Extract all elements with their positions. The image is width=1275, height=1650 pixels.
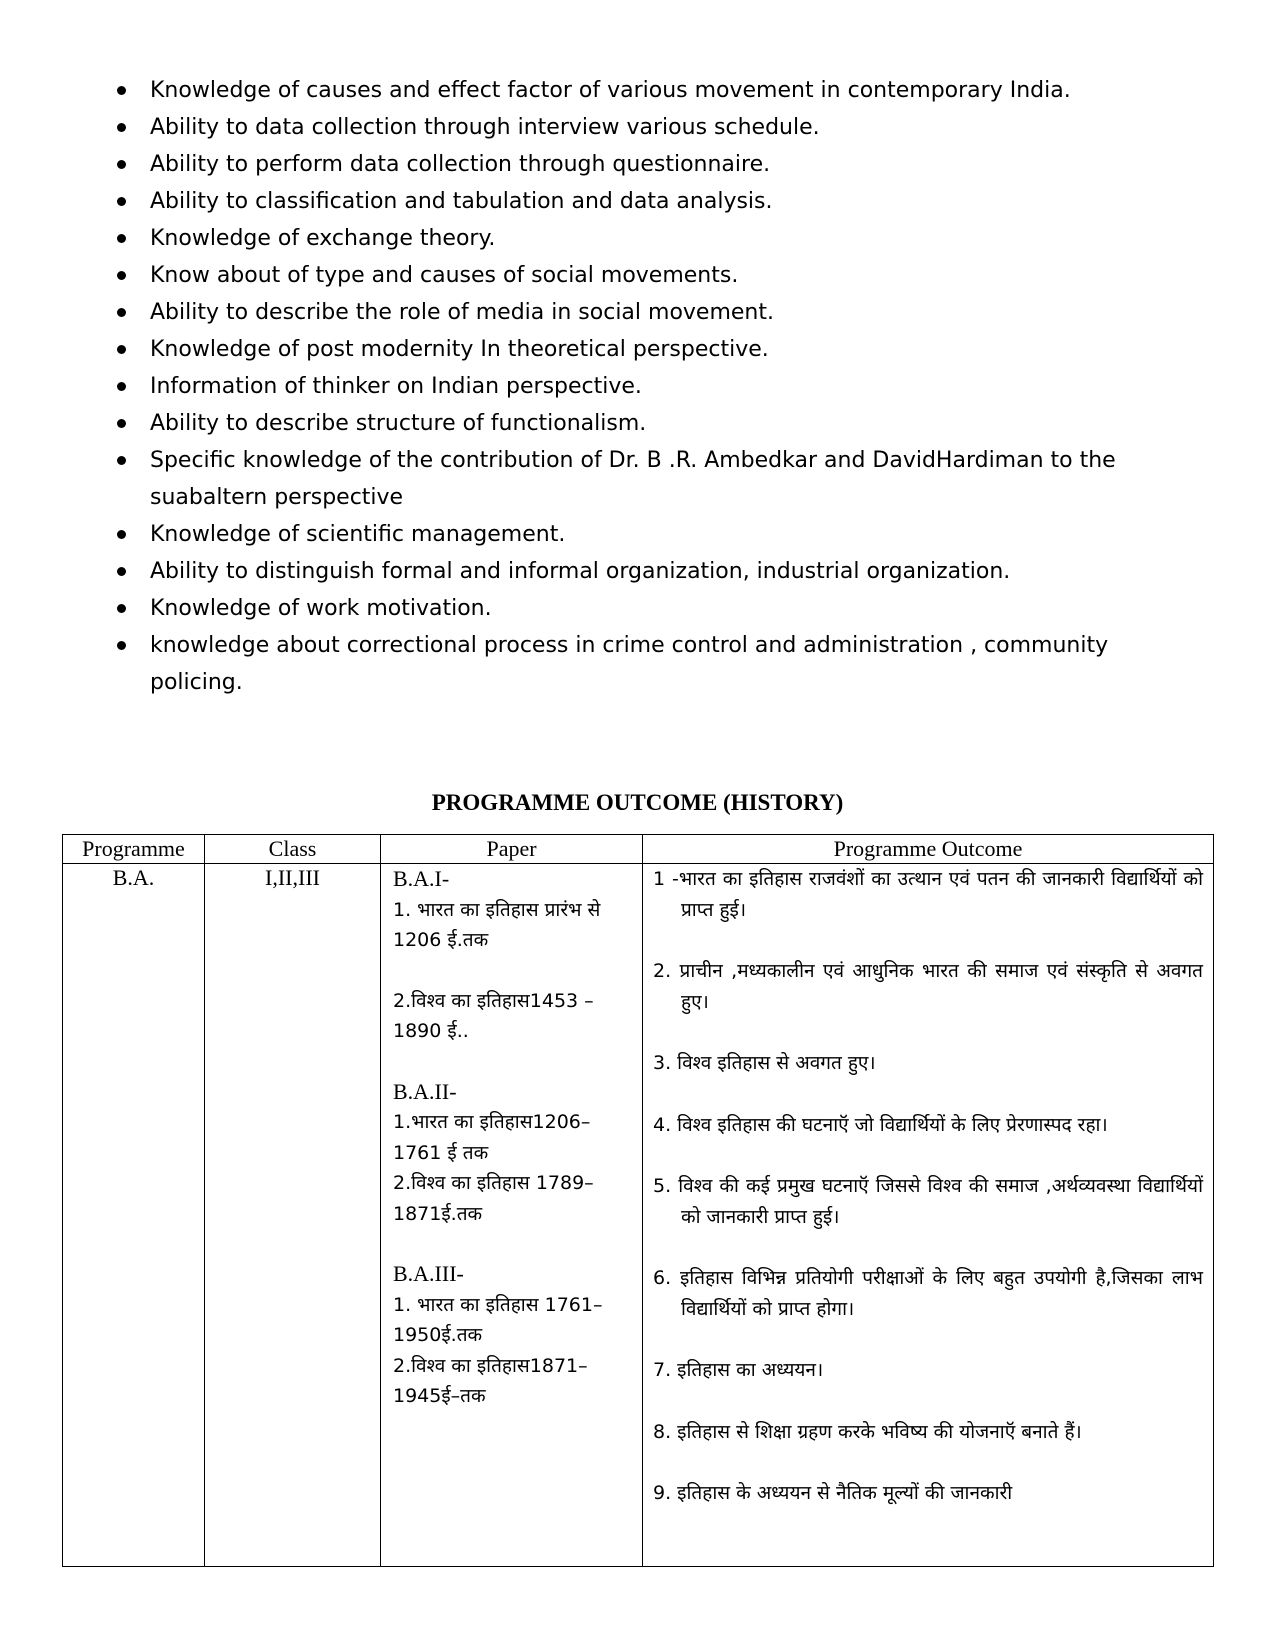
list-item: Ability to describe structure of functionalism. [112,405,1182,442]
paper-item: 2.विश्व का इतिहास 1789–1871ई.तक [393,1172,594,1225]
outcome-cell [643,864,1214,1567]
list-item: Know about of type and causes of social movements. [112,257,1182,294]
paper-item: 1. भारत का इतिहास प्रारंभ से 1206 ई.तक [393,898,601,951]
header-class: Class [205,835,381,864]
paper-item: 2.विश्व का इतिहास1871–1945ई–तक [393,1354,588,1407]
list-item: Ability to classification and tabulation and data analysis. [112,183,1182,220]
list-item: Ability to distinguish formal and informal organization, industrial organization. [112,553,1182,590]
table-header-row [63,835,1214,864]
list-item: Ability to describe the role of media in social movement. [112,294,1182,331]
outcome-item: 5. विश्व की कई प्रमुख घटनाऍ जिससे विश्व की समाज ,अर्थव्यवस्था विद्यार्थियों को जानकारी प्राप्त हुई। [653,1175,1203,1228]
programme-cell: B.A. [63,864,205,1567]
programme-outcome-table [62,834,1214,1567]
class-cell: I,II,III [205,864,381,1567]
outcome-item: 2. प्राचीन ,मध्यकालीन एवं आधुनिक भारत की समाज एवं संस्कृति से अवगत हुए। [653,960,1203,1013]
table-row [63,864,1214,1567]
list-item: Ability to data collection through interview various schedule. [112,109,1182,146]
list-item: Knowledge of work motivation. [112,590,1182,627]
header-programme: Programme [63,835,205,864]
outcome-item: 8. इतिहास से शिक्षा ग्रहण करके भविष्य की योजनाऍ बनाते हैं। [653,1420,1082,1443]
paper-heading-ba2: B.A.II- [393,1078,457,1104]
list-item: Knowledge of post modernity In theoretical perspective. [112,331,1182,368]
paper-item: 2.विश्व का इतिहास1453 – 1890 ई.. [393,989,594,1042]
paper-item: 1. भारत का इतिहास 1761–1950ई.तक [393,1293,603,1346]
header-programme-outcome: Programme Outcome [643,835,1214,864]
list-item: Specific knowledge of the contribution of Dr. B .R. Ambedkar and DavidHardiman to the suabaltern perspective [112,442,1182,516]
list-item: Knowledge of exchange theory. [112,220,1182,257]
outcome-item: 6. इतिहास विभिन्न प्रतियोगी परीक्षाओं के लिए बहुत उपयोगी है,जिसका लाभ विद्यार्थियों को प्राप्त होगा। [653,1267,1203,1320]
list-item: Ability to perform data collection through questionnaire. [112,146,1182,183]
list-item: Knowledge of causes and effect factor of various movement in contemporary India. [112,72,1182,109]
outcome-item: 4. विश्व इतिहास की घटनाऍ जो विद्यार्थियों के लिए प्रेरणास्पद रहा। [653,1113,1108,1136]
paper-heading-ba3: B.A.III- [393,1261,464,1286]
outcome-item: 9. इतिहास के अध्ययन से नैतिक मूल्यों की जानकारी [653,1482,1013,1504]
list-item: Information of thinker on Indian perspective. [112,368,1182,405]
list-item: knowledge about correctional process in crime control and administration , community policing. [112,627,1182,701]
section-title: PROGRAMME OUTCOME (HISTORY) [431,790,844,815]
paper-heading-ba1: B.A.I- [393,866,450,891]
list-item: Knowledge of scientific management. [112,516,1182,553]
header-paper: Paper [381,835,643,864]
outcome-item: 1 -भारत का इतिहास राजवंशों का उत्थान एवं पतन की जानकारी विद्यार्थियों को प्राप्त हुई। [653,868,1203,921]
outcome-item: 3. विश्व इतिहास से अवगत हुए। [653,1052,876,1074]
paper-cell [381,864,643,1567]
outcome-item: 7. इतिहास का अध्ययन। [653,1359,824,1381]
paper-item: 1.भारत का इतिहास1206–1761 ई तक [393,1111,591,1164]
outcome-bullet-list [112,72,1182,701]
